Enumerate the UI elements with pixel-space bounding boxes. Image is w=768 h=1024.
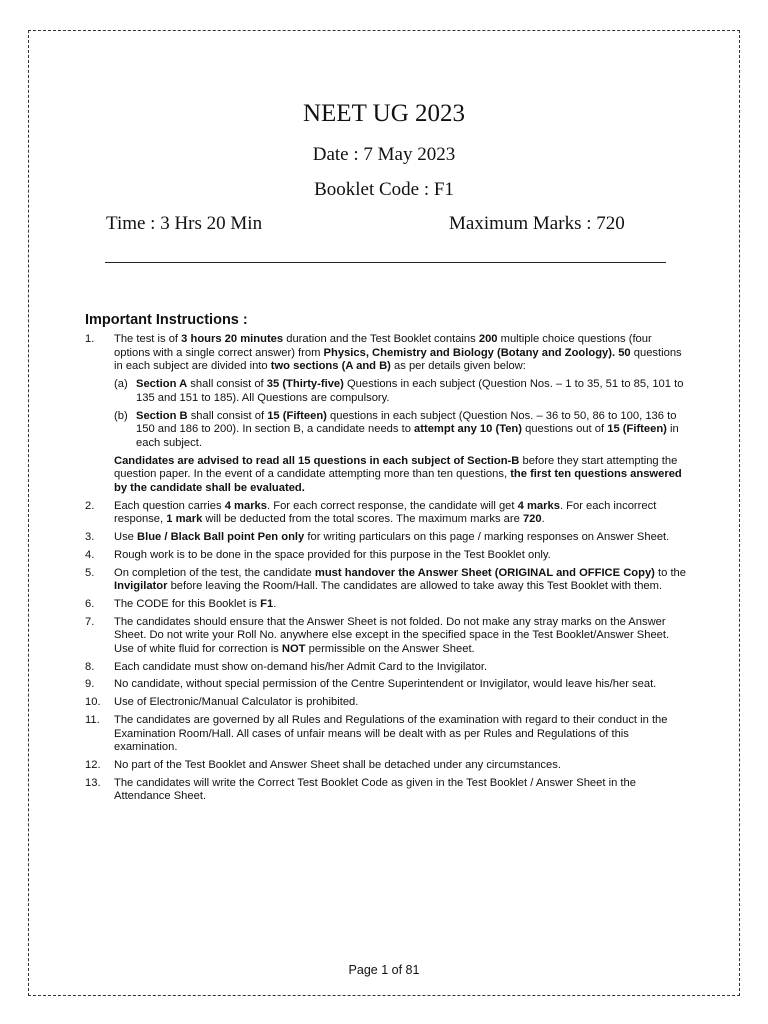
instruction-13: 13. The candidates will write the Correct Test Booklet Code as given in the Test Booklet / Answer Sheet in the Attendance Sheet.: [85, 776, 636, 803]
page-number: Page 1 of 81: [348, 963, 420, 977]
instruction-3: 3. Use Blue / Black Ball point Pen only for writing particulars on this page / marking responses on Answer Sheet.: [85, 531, 670, 544]
instruction-9: 9. No candidate, without special permission of the Centre Superintendent or Invigilator, would leave his/her seat.: [85, 678, 657, 691]
instruction-1: [85, 333, 689, 496]
maximum-marks: Maximum Marks : 720: [449, 213, 625, 234]
instruction-number: 1.: [85, 333, 95, 345]
booklet-code: Booklet Code : F1: [314, 179, 454, 200]
exam-time: Time : 3 Hrs 20 Min: [106, 213, 263, 234]
header-divider: [105, 262, 666, 263]
exam-date: Date : 7 May 2023: [312, 144, 456, 165]
section-b-rule: (b) Section B shall consist of 15 (Fifteen) questions in each subject (Question Nos. – 36 to 50, 86 to 100, 136 to 150 and 186 to 200). In section B, a candidate needs to attempt any 10 (Ten) questions out of 15 (Fifteen) in each subject.: [114, 409, 679, 449]
instruction-7: 7. The candidates should ensure that the Answer Sheet is not folded. Do not make any stray marks on the Answer Sheet. Do not write your Roll No. anywhere else except in the specified space in the Test Booklet/Answer Sheet. Use of white fluid for correction is NOT permissible on the Answer Sheet.: [85, 615, 670, 656]
section-a-rule: (a) Section A shall consist of 35 (Thirty-five) Questions in each subject (Question Nos. – 1 to 35, 51 to 85, 101 to 135 and 151 to 185). All Questions are compulsory.: [114, 378, 684, 404]
instruction-12: 12. No part of the Test Booklet and Answer Sheet shall be detached under any circumstances.: [85, 758, 561, 771]
instruction-10: 10. Use of Electronic/Manual Calculator is prohibited.: [85, 696, 359, 709]
instruction-8: 8. Each candidate must show on-demand his/her Admit Card to the Invigilator.: [85, 660, 488, 673]
instruction-2: 2. Each question carries 4 marks. For each correct response, the candidate will get 4 marks. For each incorrect response, 1 mark will be deducted from the total scores. The maximum marks are 720.: [85, 499, 657, 526]
instructions-list: [85, 333, 689, 808]
instructions-heading: Important Instructions :: [85, 312, 248, 328]
section-b-note: Candidates are advised to read all 15 questions in each subject of Section-B before they start attempting the question paper. In the event of a candidate attempting more than ten questions, the first ten questions answered by the candidate shall be evaluated.: [114, 454, 682, 495]
instruction-4: 4. Rough work is to be done in the space provided for this purpose in the Test Booklet only.: [85, 548, 551, 561]
instruction-text: The test is of 3 hours 20 minutes duration and the Test Booklet contains 200 multiple choice questions (four options with a single correct answer) from Physics, Chemistry and Biology (Botany and Zoology). 50 questions in each subject are divided into two sections (A and B) as per details given below:: [114, 333, 682, 373]
instruction-5: 5. On completion of the test, the candidate must handover the Answer Sheet (ORIGINAL and OFFICE Copy) to the Invigilator before leaving the Room/Hall. The candidates are allowed to take away this Test Booklet with them.: [85, 566, 687, 593]
instruction-11: 11. The candidates are governed by all Rules and Regulations of the examination with regard to their conduct in the Examination Room/Hall. All cases of unfair means will be dealt with as per Rules and Regulations of this examination.: [85, 713, 668, 754]
exam-title: NEET UG 2023: [302, 100, 466, 127]
instruction-6: 6. The CODE for this Booklet is F1.: [85, 597, 277, 610]
